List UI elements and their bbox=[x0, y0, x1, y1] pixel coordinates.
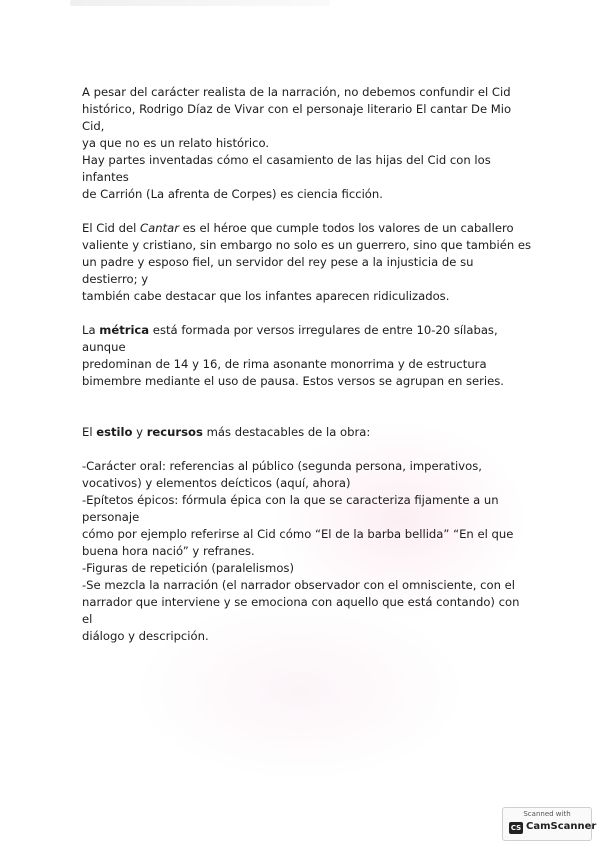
p4-estilo-bold: estilo bbox=[96, 425, 133, 439]
p4-pre: El bbox=[82, 425, 97, 439]
p4-post: más destacables de la obra: bbox=[202, 425, 371, 439]
p2-line-1-pre: El Cid del bbox=[82, 221, 140, 235]
list-line-8: -Se mezcla la narración (el narrador observador con el omnisciente, con el bbox=[82, 578, 516, 592]
p3-line-3: bimembre mediante el uso de pausa. Estos versos se agrupan en series. bbox=[82, 374, 504, 388]
p1-line-2: histórico, Rodrigo Díaz de Vivar con el personaje literario El cantar De Mio Cid, bbox=[82, 102, 512, 133]
p3-line-2: predominan de 14 y 16, de rima asonante monorrima y de estructura bbox=[82, 357, 487, 371]
list-line-4: personaje bbox=[82, 510, 140, 524]
spacer bbox=[82, 441, 532, 458]
spacer bbox=[82, 203, 532, 220]
list-line-9: narrador que interviene y se emociona con aquello que está contando) con el bbox=[82, 595, 520, 626]
p3-line-1-post: está formada por versos irregulares de entre 10-20 sílabas, aunque bbox=[82, 323, 498, 354]
camscanner-logo-icon: CS bbox=[510, 824, 522, 832]
list-line-2: vocativos) y elementos deícticos (aquí, ahora) bbox=[82, 476, 351, 490]
camscanner-brand: CamScanner bbox=[526, 821, 597, 832]
scanned-with-label: Scanned with bbox=[523, 810, 571, 818]
p1-line-4: Hay partes inventadas cómo el casamiento de las hijas del Cid con los infantes bbox=[82, 153, 491, 184]
p3-line-1 bbox=[82, 322, 532, 356]
list-line-6: buena hora nació” y refranes. bbox=[82, 544, 255, 558]
p2-line-3: un padre y esposo fiel, un servidor del rey pese a la injusticia de su destierro; y bbox=[82, 255, 474, 286]
document-body bbox=[82, 84, 532, 645]
p3-metrica-bold: métrica bbox=[99, 323, 150, 337]
list-line-7: -Figuras de repetición (paralelismos) bbox=[82, 561, 294, 575]
p1-line-3: ya que no es un relato histórico. bbox=[82, 136, 270, 150]
spacer bbox=[82, 305, 532, 322]
p4-mid: y bbox=[132, 425, 147, 439]
p3-line-1-pre: La bbox=[82, 323, 100, 337]
p2-line-4: también cabe destacar que los infantes aparecen ridiculizados. bbox=[82, 289, 450, 303]
camscanner-watermark bbox=[502, 807, 597, 841]
p4-line bbox=[82, 424, 532, 441]
p2-line-2: valiente y cristiano, sin embargo no solo es un guerrero, sino que también es bbox=[82, 238, 532, 252]
top-edge-bleed bbox=[70, 0, 330, 6]
list-line-3: -Epítetos épicos: fórmula épica con la que se caracteriza fijamente a un bbox=[82, 493, 499, 507]
list-line-10: diálogo y descripción. bbox=[82, 629, 209, 643]
spacer bbox=[82, 390, 532, 424]
p1-line-5: de Carrión (La afrenta de Corpes) es ciencia ficción. bbox=[82, 187, 383, 201]
p2-line-1 bbox=[82, 220, 532, 237]
p4-recursos-bold: recursos bbox=[146, 425, 203, 439]
p2-line-1-post: es el héroe que cumple todos los valores de un caballero bbox=[178, 221, 514, 235]
list-line-1: -Carácter oral: referencias al público (segunda persona, imperativos, bbox=[82, 459, 482, 473]
p1-line-1: A pesar del carácter realista de la narración, no debemos confundir el Cid bbox=[82, 85, 511, 99]
p2-cantar-italic: Cantar bbox=[140, 221, 179, 235]
list-line-5: cómo por ejemplo referirse al Cid cómo “El de la barba bellida” “En el que bbox=[82, 527, 514, 541]
